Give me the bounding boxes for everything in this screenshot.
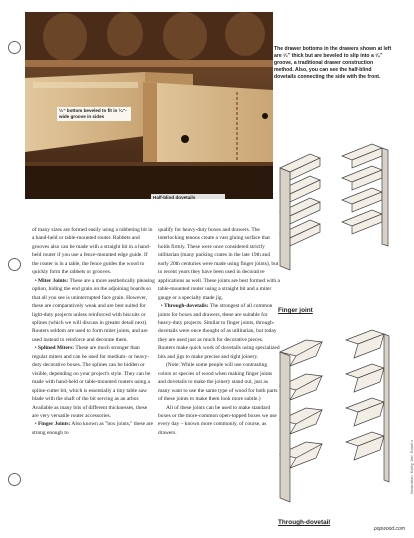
punch-hole-bottom (8, 473, 21, 486)
through-dovetail-illustration (276, 332, 391, 512)
punch-hole-top (8, 41, 21, 54)
paragraph-finger-joints: • Finger Joints: Also known as "box joints," these are strong enough to (32, 421, 154, 436)
page-footer-url: popwood.com (373, 526, 405, 532)
paragraph-splined-miters: • Splined Miters: These are much stronger than regular miters and can be used for medium- or heavy-duty decorative boxes. The splines can be hidden or visible, depending on your project's style. They can be made with hand-held or table-mounted routers using a spline-cutter bit, which is essentially a tiny table saw blade with the shaft of the bit serving as an arbor. Available as many bits of different thicknesses, these are very versatile router accessories. (32, 345, 151, 419)
text-column-2 (158, 226, 281, 437)
heading-through-dovetails: Through-dovetails: (163, 303, 209, 310)
paragraph-body: The strongest of all common joints for boxes and drawers, these are suitable for heavy-duty projects. Similar to finger joints, through-dovetails were once thought of as utilitarian, but today they are used just as much for decorative pieces. Routers make quick work of dovetails using specialized bits and jigs to make precise and tight joinery. (158, 303, 280, 360)
paragraph-miter-joints: • Miter Joints: These are a more aesthetically pleasing option, hiding the end grain on the adjoining boards so that all you see is uninterrupted face grain. However, these are comparatively weak and are best suited for light-duty projects unless reinforced with biscuits or splines (which we will discuss in greater detail next). Routers seldom are used to form miter joints, and are used instead to reinforce and decorate them. (32, 277, 155, 343)
text-column-1 (32, 226, 155, 437)
paragraph-body: These are a more aesthetically pleasing option, hiding the end grain on the adjoining boards so that all you see is uninterrupted face grain. However, these are comparatively weak and are best suited for light-duty projects unless reinforced with biscuits or splines (which we will discuss in greater detail next). Routers seldom are used to form miter joints, and are used instead to reinforce and decorate them. (32, 277, 155, 343)
heading-splined-miters: Splined Miters: (37, 345, 75, 352)
drawer-photo-illustration (25, 12, 273, 199)
finger-joint-illustration (276, 150, 391, 278)
punch-hole-middle (8, 258, 21, 271)
paragraph: qualify for heavy-duty boxes and drawers. The interlocking tenons create a vast gluing surface that holds firmly. These were once considered strictly utilitarian (many packing crates in the late 19th and early 20th centuries were made using finger joints), but in recent years they have been used in decorative applications as well. These joints are best formed with a table-mounted router using a straight bit and a miter gauge or a specialty made jig. (158, 227, 280, 301)
illustration-credit: Illustration: Kathy Jarr, Eatall s (409, 440, 414, 494)
callout-half-blind-dovetails: Half-blind dovetails (151, 194, 225, 202)
paragraph: of many sizes are formed easily using a rabbeting bit in a hand-held or table-mounted router. Rabbets and grooves also can be made with a straight bit in a hand-held router if you use a fence-mounted edge guide. If the router is in a table, the fence guides the wood to quickly form the rabbets or grooves. (32, 227, 153, 276)
paragraph-body: These are much stronger than regular miters and can be used for medium- or heavy-duty decorative boxes. The splines can be hidden or visible, depending on your project's style. They can be made with hand-held or table-mounted routers using a spline-cutter bit, which is essentially a tiny table saw blade with the shaft of the bit serving as an arbor. Available as many bits of different thicknesses, these are very versatile router accessories. (32, 345, 151, 419)
paragraph-closing: All of these joints can be used to make standard boxes or the more-common open-topped boxes we use every day – known more commonly, of course, as drawers. (158, 404, 277, 436)
through-dovetail-label: Through-dovetail (278, 519, 331, 526)
drawer-photo (25, 12, 273, 199)
callout-beveled-bottom: ¹⁄₂" bottom beveled to fit in ¹⁄₄"-wide groove in sides (57, 107, 131, 121)
heading-finger-joints: Finger Joints: (37, 421, 71, 428)
finger-joint-label: Finger joint (278, 307, 313, 314)
paragraph-body: Also known as "box joints," these are strong enough to (32, 421, 154, 436)
heading-miter-joints: Miter Joints: (37, 277, 69, 284)
paragraph-note: (Note: While some people will use contrasting colors or species of wood when making finger joints and dovetails to make the joinery stand out, just as many want to use the same type of wood for both parts of these joints to make them look more subtle.) (158, 362, 278, 403)
paragraph-through-dovetails: • Through-dovetails: The strongest of all common joints for boxes and drawers, these are suitable for heavy-duty projects. Similar to finger joints, through-dovetails were once thought of as utilitarian, but today they are used just as much for decorative pieces. Routers make quick work of dovetails using specialized bits and jigs to make precise and tight joinery. (158, 303, 280, 360)
photo-caption: The drawer bottoms in the drawers shown at left are ¹⁄₂" thick but are beveled to slip into a ¹⁄₄" groove, a traditional drawer construction method. Also, you can see the half-blind dovetails connecting the side with the front. (274, 46, 392, 81)
